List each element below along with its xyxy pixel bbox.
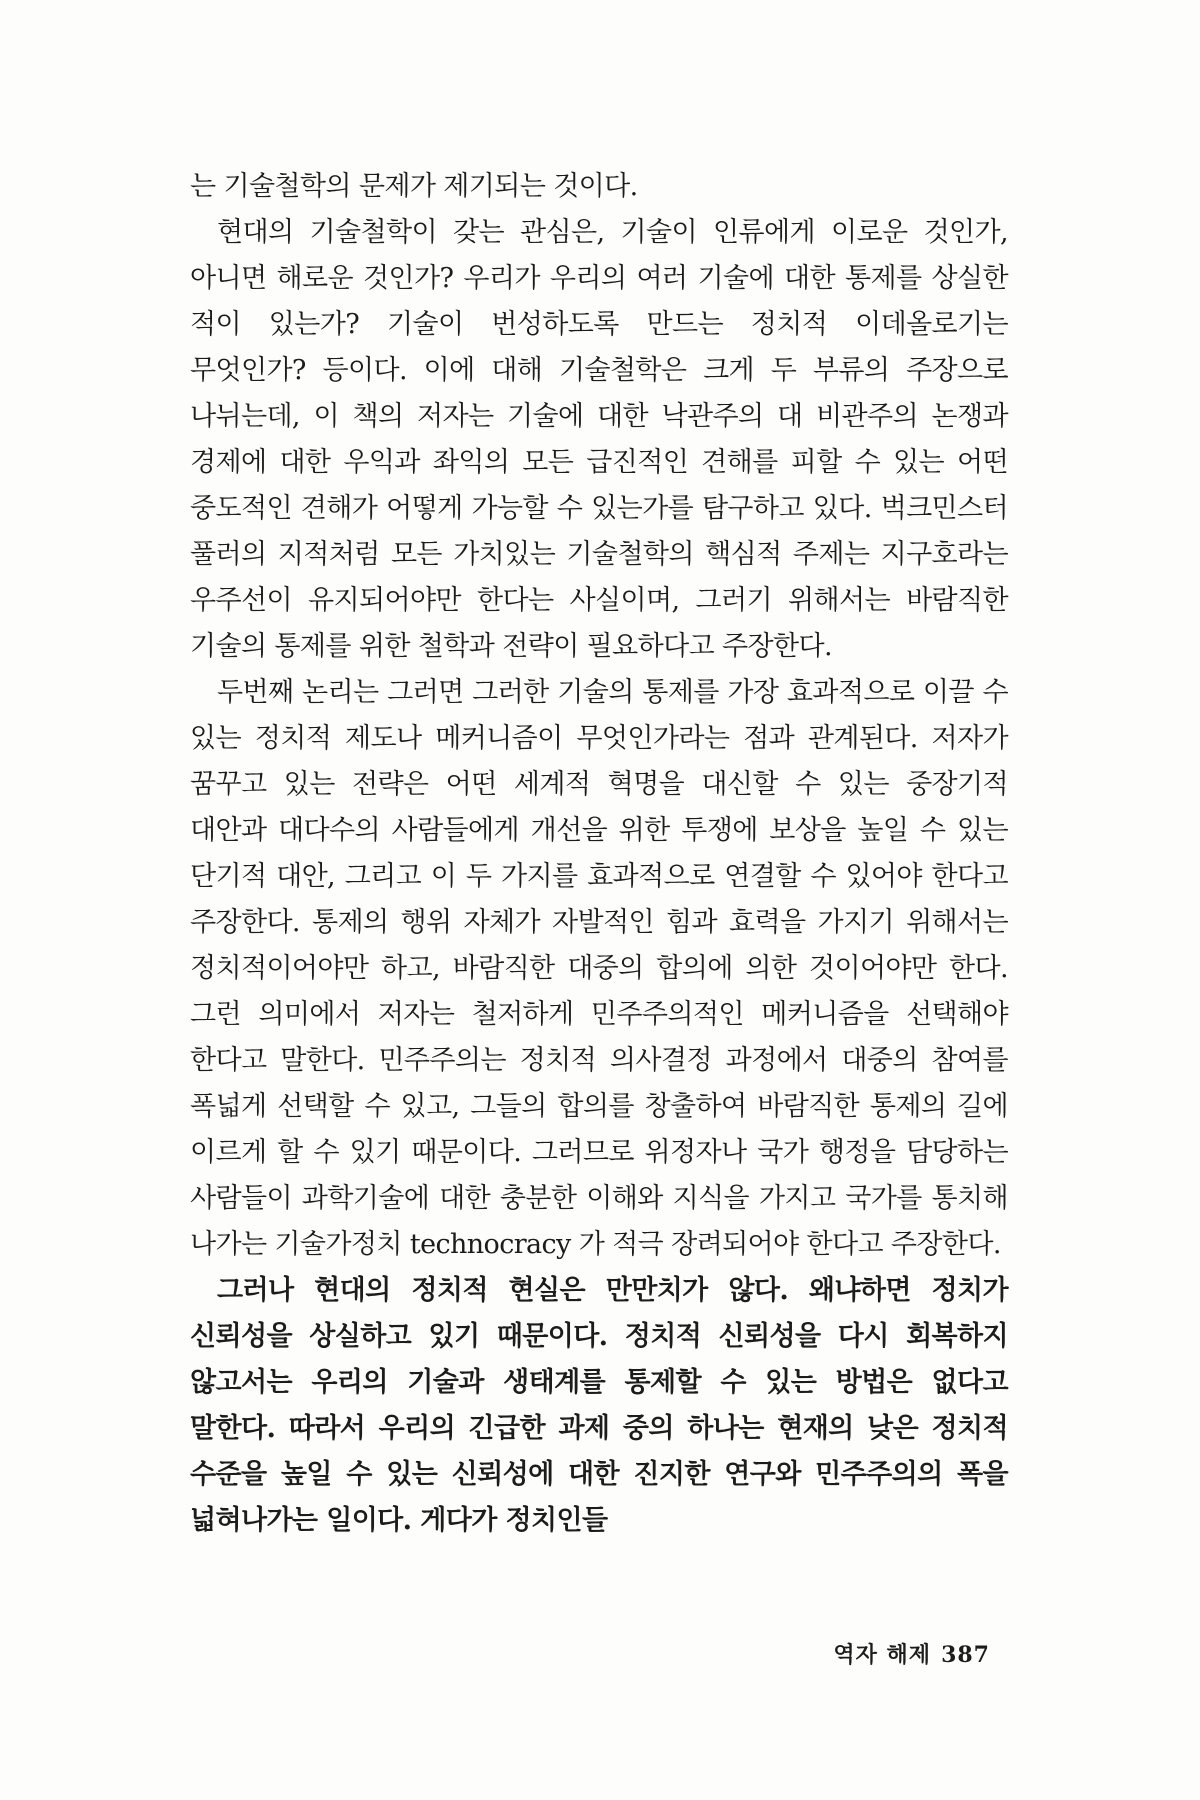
body-text (190, 164, 1008, 1544)
paragraph-4: 그러나 현대의 정치적 현실은 만만치가 않다. 왜냐하면 정치가 신뢰성을 상실하고 있기 때문이다. 정치적 신뢰성을 다시 회복하지 않고서는 우리의 기술과 생태계를 통제할 수 있는 방법은 없다고 말한다. 따라서 우리의 긴급한 과제 중의 하나는 현재의 낮은 정치적 수준을 높일 수 있는 신뢰성에 대한 진지한 연구와 민주주의의 폭을 넓혀나가는 일이다. 게다가 정치인들 (190, 1275, 1008, 1536)
paragraph-2: 현대의 기술철학이 갖는 관심은, 기술이 인류에게 이로운 것인가, 아니면 해로운 것인가? 우리가 우리의 여러 기술에 대한 통제를 상실한 적이 있는가? 기술이 번성하도록 만드는 정치적 이데올로기는 무엇인가? 등이다. 이에 대해 기술철학은 크게 두 부류의 주장으로 나뉘는데, 이 책의 저자는 기술에 대한 낙관주의 대 비관주의 논쟁과 경제에 대한 우익과 좌익의 모든 급진적인 견해를 피할 수 있는 어떤 중도적인 견해가 어떻게 가능할 수 있는가를 탐구하고 있다. 벅크민스터 풀러의 지적처럼 모든 가치있는 기술철학의 핵심적 주제는 지구호라는 우주선이 유지되어야만 한다는 사실이며, 그러기 위해서는 바람직한 기술의 통제를 위한 철학과 전략이 필요하다고 주장한다. (190, 217, 1008, 662)
paragraph-3: 두번째 논리는 그러면 그러한 기술의 통제를 가장 효과적으로 이끌 수 있는 정치적 제도나 메커니즘이 무엇인가라는 점과 관계된다. 저자가 꿈꾸고 있는 전략은 어떤 세계적 혁명을 대신할 수 있는 중장기적 대안과 대다수의 사람들에게 개선을 위한 투쟁에 보상을 높일 수 있는 단기적 대안, 그리고 이 두 가지를 효과적으로 연결할 수 있어야 한다고 주장한다. 통제의 행위 자체가 자발적인 힘과 효력을 가지기 위해서는 정치적이어야만 하고, 바람직한 대중의 합의에 의한 것이어야만 한다. 그런 의미에서 저자는 철저하게 민주주의적인 메커니즘을 선택해야 한다고 말한다. 민주주의는 정치적 의사결정 과정에서 대중의 참여를 폭넓게 선택할 수 있고, 그들의 합의를 창출하여 바람직한 통제의 길에 이르게 할 수 있기 때문이다. 그러므로 위정자나 국가 행정을 담당하는 사람들이 과학기술에 대한 충분한 이해와 지식을 가지고 국가를 통치해 나가는 기술가정치 technocracy 가 적극 장려되어야 한다고 주장한다. (190, 677, 1008, 1260)
footer-section-label: 역자 해제 (833, 1642, 932, 1668)
page-number: 387 (941, 1642, 990, 1668)
paragraph-1: 는 기술철학의 문제가 제기되는 것이다. (190, 171, 638, 202)
page-footer (833, 1638, 990, 1669)
